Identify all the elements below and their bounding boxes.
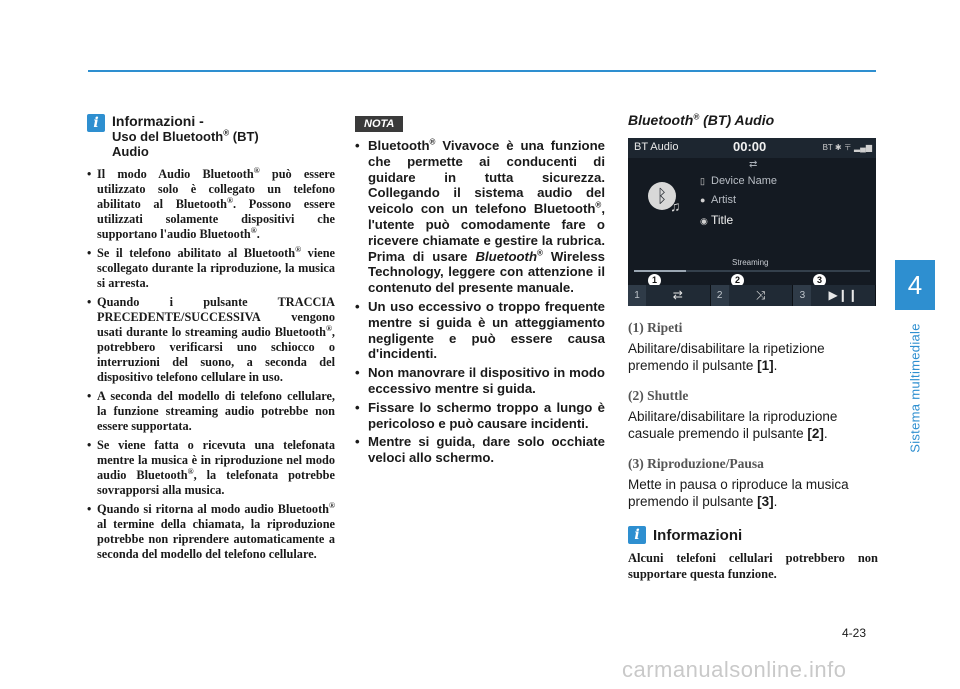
nota-bullet-list xyxy=(355,138,605,466)
screen-header xyxy=(628,138,876,158)
shuffle-button[interactable]: 2 ⤨ xyxy=(711,285,794,306)
page-number: 4-23 xyxy=(842,626,867,640)
nota-bullet: • Bluetooth® Vivavoce è una funzione che permette ai conducenti di guidare in tutta sicurezza. Collegando il sistema audio del veicolo con un telefono Bluetooth®, l'utente può comodamente fare o ricevere chiamate e gestire la rubrica. Prima di usare Bluetooth® Wireless Technology, leggere con attenzione il contenuto del presente manuale. xyxy=(355,138,605,296)
info-title xyxy=(112,114,259,159)
info-bullet: • Quando si ritorna al modo audio Bluetooth® al termine della chiamata, la riproduzione potrebbe non riprendere automaticamente a seconda del modello del telefono cellulare. xyxy=(87,502,335,562)
status-icons: BT ✱ 〒 ▂▄▆ xyxy=(822,143,872,152)
screen-title: BT Audio xyxy=(634,141,679,153)
info-bullet: • Quando i pulsante TRACCIA PRECEDENTE/SUCCESSIVA vengono usati durante lo streaming audio Bluetooth®, potrebbero verificarsi uno schiocco o interruzioni del suono, a seconda del dispositivo telefono cellulare in uso. xyxy=(87,295,335,385)
nota-badge: NOTA xyxy=(355,116,403,132)
control-bar xyxy=(628,285,876,306)
column-info-bluetooth xyxy=(87,114,335,566)
watermark: carmanualsonline.info xyxy=(622,657,847,682)
chapter-label xyxy=(898,318,932,458)
nota-bullet: • Fissare lo schermo troppo a lungo è pericoloso e può causare incidenti. xyxy=(355,400,605,432)
info-icon: i xyxy=(87,114,105,132)
info-icon: i xyxy=(628,526,646,544)
section-play-pause xyxy=(628,456,878,510)
top-rule xyxy=(88,70,876,72)
section-body: Abilitare/disabilitare la riproduzione casuale premendo il pulsante [2]. xyxy=(628,409,838,441)
info-note-title: Informazioni xyxy=(653,526,743,544)
info-heading xyxy=(87,114,335,159)
title-row: ◉ Title xyxy=(700,213,734,227)
artist-row: ● Artist xyxy=(700,194,737,206)
info-bullet: • Il modo Audio Bluetooth® può essere utilizzato solo è collegato un telefono abilitato al Bluetooth®. Possono essere utilizzati solamente dispositivi che supportano l'audio Bluetooth®. xyxy=(87,167,335,242)
repeat-button[interactable]: 1 ⇄ xyxy=(628,285,711,306)
phone-icon: ▯ xyxy=(700,176,705,186)
section-shuttle xyxy=(628,388,878,442)
section-repeat xyxy=(628,320,878,374)
section-body: Mette in pausa o riproduce la musica premendo il pulsante [3]. xyxy=(628,477,849,509)
column-bt-audio xyxy=(628,112,878,582)
progress-fill xyxy=(634,270,686,272)
screen-time: 00:00 xyxy=(733,139,767,154)
progress-bar[interactable] xyxy=(634,270,870,272)
callout-3: 3 xyxy=(813,274,826,287)
callout-2: 2 xyxy=(731,274,744,287)
info-note-body: Alcuni telefoni cellulari potrebbero non supportare questa funzione. xyxy=(628,551,878,581)
info-title-line3: Audio xyxy=(112,144,149,159)
section-heading: (1) Ripeti xyxy=(628,320,683,335)
info-bullet-list xyxy=(87,167,335,562)
section-body: Abilitare/disabilitare la ripetizione premendo il pulsante [1]. xyxy=(628,341,825,373)
nota-bullet: • Mentre si guida, dare solo occhiate veloci allo schermo. xyxy=(355,434,605,466)
info-bullet: • Se il telefono abilitato al Bluetooth® viene scollegato durante la riproduzione, la musica si arresta. xyxy=(87,246,335,291)
device-name-row: ▯ Device Name xyxy=(700,175,778,187)
column-nota xyxy=(355,114,605,469)
bluetooth-icon: ᛒ xyxy=(648,182,676,210)
section-heading: (3) Riproduzione/Pausa xyxy=(628,456,764,471)
disc-icon: ◉ xyxy=(700,216,708,226)
bt-audio-heading: Bluetooth® (BT) Audio xyxy=(628,112,775,128)
info-bullet: • A seconda del modello di telefono cellulare, la funzione streaming audio potrebbe non essere supportata. xyxy=(87,389,335,434)
info-bullet: • Se viene fatta o ricevuta una telefonata mentre la musica è in riproduzione nel modo audio Bluetooth®, la telefonata potrebbe sovrapporsi alla musica. xyxy=(87,438,335,498)
info-note-heading xyxy=(628,526,878,544)
streaming-label: Streaming xyxy=(732,258,769,267)
person-icon: ● xyxy=(700,195,706,205)
chapter-label-text: Sistema multimediale xyxy=(907,323,923,453)
chapter-tab: 4 xyxy=(895,260,935,310)
callout-1: 1 xyxy=(648,274,661,287)
play-pause-icon: ▶❙❙ xyxy=(828,288,858,302)
bt-audio-screen xyxy=(628,138,876,306)
section-heading: (2) Shuttle xyxy=(628,388,689,403)
info-title-line2: Uso del Bluetooth® (BT) xyxy=(112,128,259,144)
music-note-icon: ♫ xyxy=(670,198,681,214)
info-title-line1: Informazioni - xyxy=(112,113,204,129)
repeat-icon: ⇄ xyxy=(672,288,683,302)
nota-bullet: • Non manovrare il dispositivo in modo eccessivo mentre si guida. xyxy=(355,365,605,397)
repeat-indicator-icon: ⇄ xyxy=(749,159,758,170)
shuffle-icon: ⤨ xyxy=(755,288,766,302)
nota-bullet: • Un uso eccessivo o troppo frequente mentre si guida è un atteggiamento negligente e può essere causa d'incidenti. xyxy=(355,299,605,362)
play-pause-button[interactable]: 3 ▶❙❙ xyxy=(793,285,876,306)
